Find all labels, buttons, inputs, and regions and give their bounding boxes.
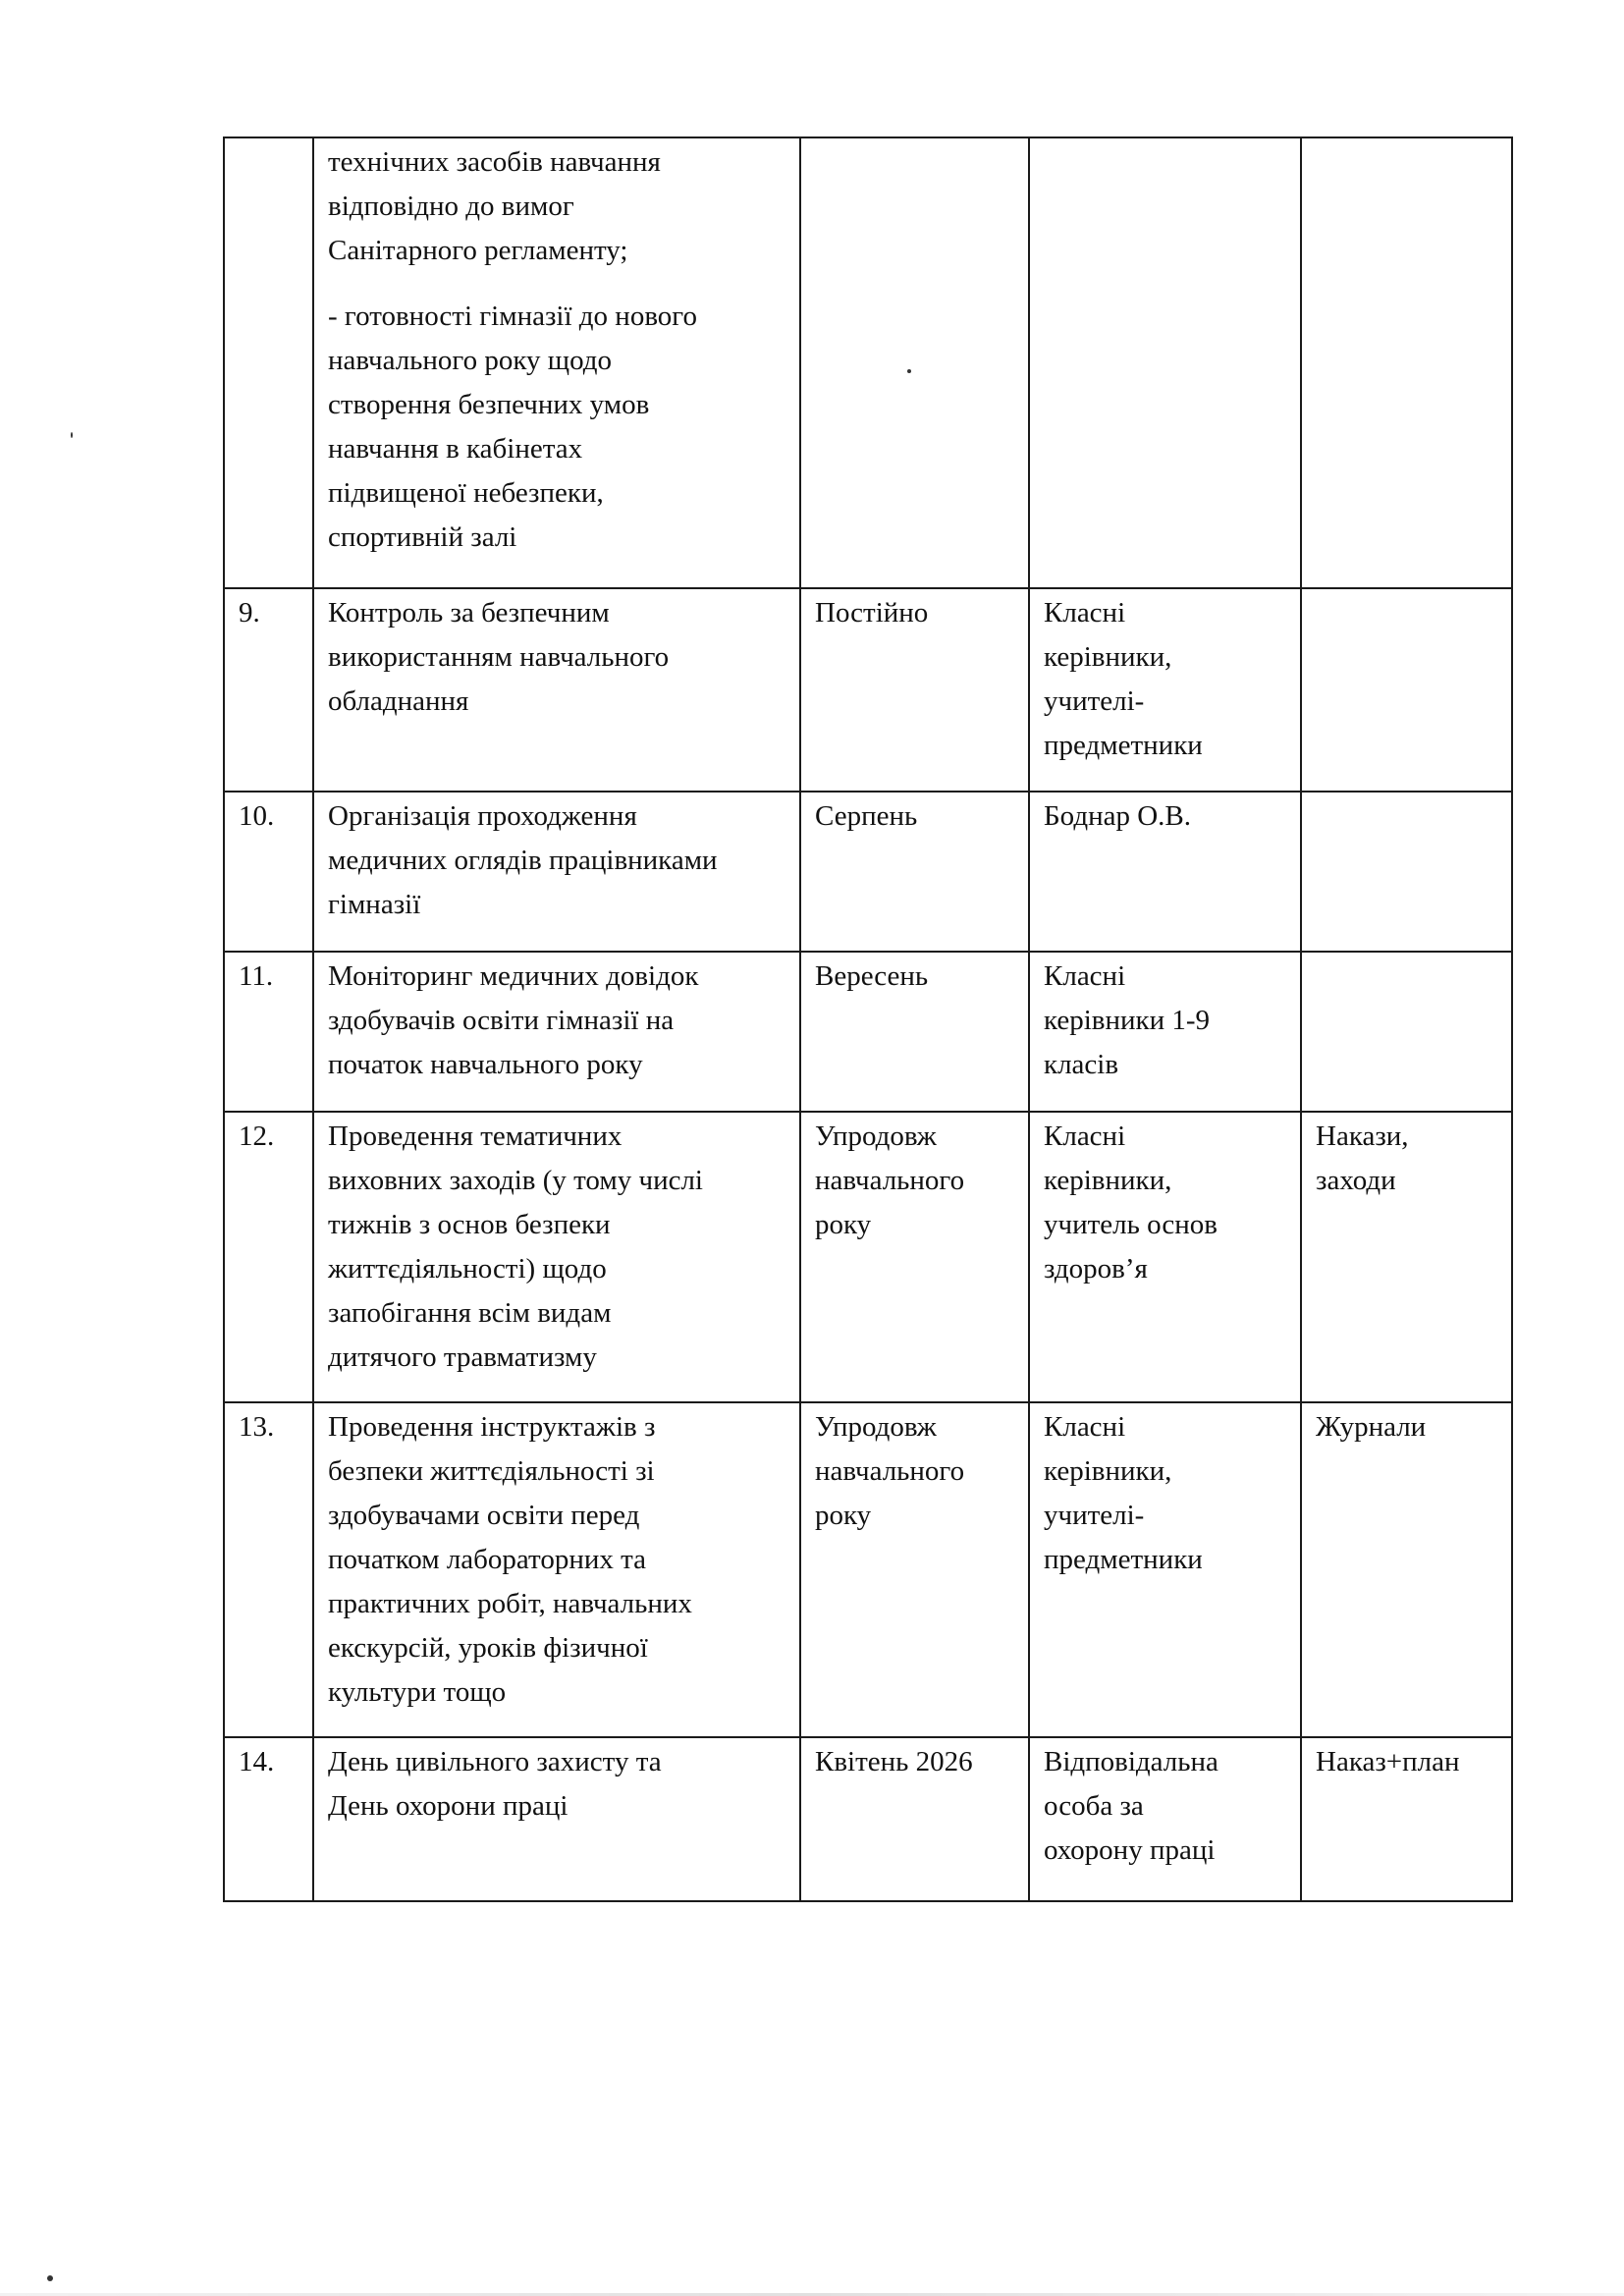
note-cell (1301, 588, 1512, 792)
table-row (224, 1112, 1512, 1402)
row-number-cell: 9. (224, 588, 313, 792)
responsible-cell: Класні керівники, учитель основ здоров’я (1029, 1112, 1301, 1402)
responsible-cell: Боднар О.В. (1029, 792, 1301, 952)
table-row (224, 952, 1512, 1112)
scan-speck (71, 432, 73, 438)
row-number-cell: 11. (224, 952, 313, 1112)
event-cell: Проведення інструктажів з безпеки життєдіяльності зі здобувачами освіти перед початком лабораторних та практичних робіт, навчальних екскурсій, уроків фізичної культури тощо (313, 1402, 800, 1737)
note-cell: Наказ+план (1301, 1737, 1512, 1901)
table-row (224, 588, 1512, 792)
note-cell (1301, 792, 1512, 952)
row-number-cell: 13. (224, 1402, 313, 1737)
term-cell: Серпень (800, 792, 1029, 952)
event-cell: День цивільного захисту та День охорони праці (313, 1737, 800, 1901)
scan-speck (907, 369, 911, 373)
scan-speck (47, 2275, 53, 2281)
note-cell: Журнали (1301, 1402, 1512, 1737)
event-text-part: технічних засобів навчання відповідно до вимог Санітарного регламенту; (328, 146, 661, 266)
table-row (224, 1737, 1512, 1901)
event-cell (313, 137, 800, 588)
term-cell: Квітень 2026 (800, 1737, 1029, 1901)
responsible-cell: Класні керівники, учителі- предметники (1029, 1402, 1301, 1737)
event-text-part: - готовності гімназії до нового навчального року щодо створення безпечних умов навчання в кабінетах підвищеної небезпеки, спортивній залі (328, 301, 697, 553)
event-cell: Проведення тематичних виховних заходів (у тому числі тижнів з основ безпеки життєдіяльності) щодо запобігання всім видам дитячого травматизму (313, 1112, 800, 1402)
term-cell: Постійно (800, 588, 1029, 792)
note-cell (1301, 952, 1512, 1112)
responsible-cell: Відповідальна особа за охорону праці (1029, 1737, 1301, 1901)
row-number-cell: 14. (224, 1737, 313, 1901)
note-cell (1301, 137, 1512, 588)
row-number-cell: 12. (224, 1112, 313, 1402)
safety-plan-table (223, 137, 1513, 1902)
responsible-cell: Класні керівники, учителі- предметники (1029, 588, 1301, 792)
term-cell: Вересень (800, 952, 1029, 1112)
row-number-cell (224, 137, 313, 588)
table-row (224, 137, 1512, 588)
event-cell: Моніторинг медичних довідок здобувачів освіти гімназії на початок навчального року (313, 952, 800, 1112)
row-number-cell: 10. (224, 792, 313, 952)
table-row (224, 792, 1512, 952)
table-row (224, 1402, 1512, 1737)
responsible-cell (1029, 137, 1301, 588)
term-cell: Упродовж навчального року (800, 1112, 1029, 1402)
event-cell: Контроль за безпечним використанням навчального обладнання (313, 588, 800, 792)
responsible-cell: Класні керівники 1-9 класів (1029, 952, 1301, 1112)
term-cell: Упродовж навчального року (800, 1402, 1029, 1737)
note-cell: Накази, заходи (1301, 1112, 1512, 1402)
term-cell (800, 137, 1029, 588)
event-cell: Організація проходження медичних оглядів працівниками гімназії (313, 792, 800, 952)
